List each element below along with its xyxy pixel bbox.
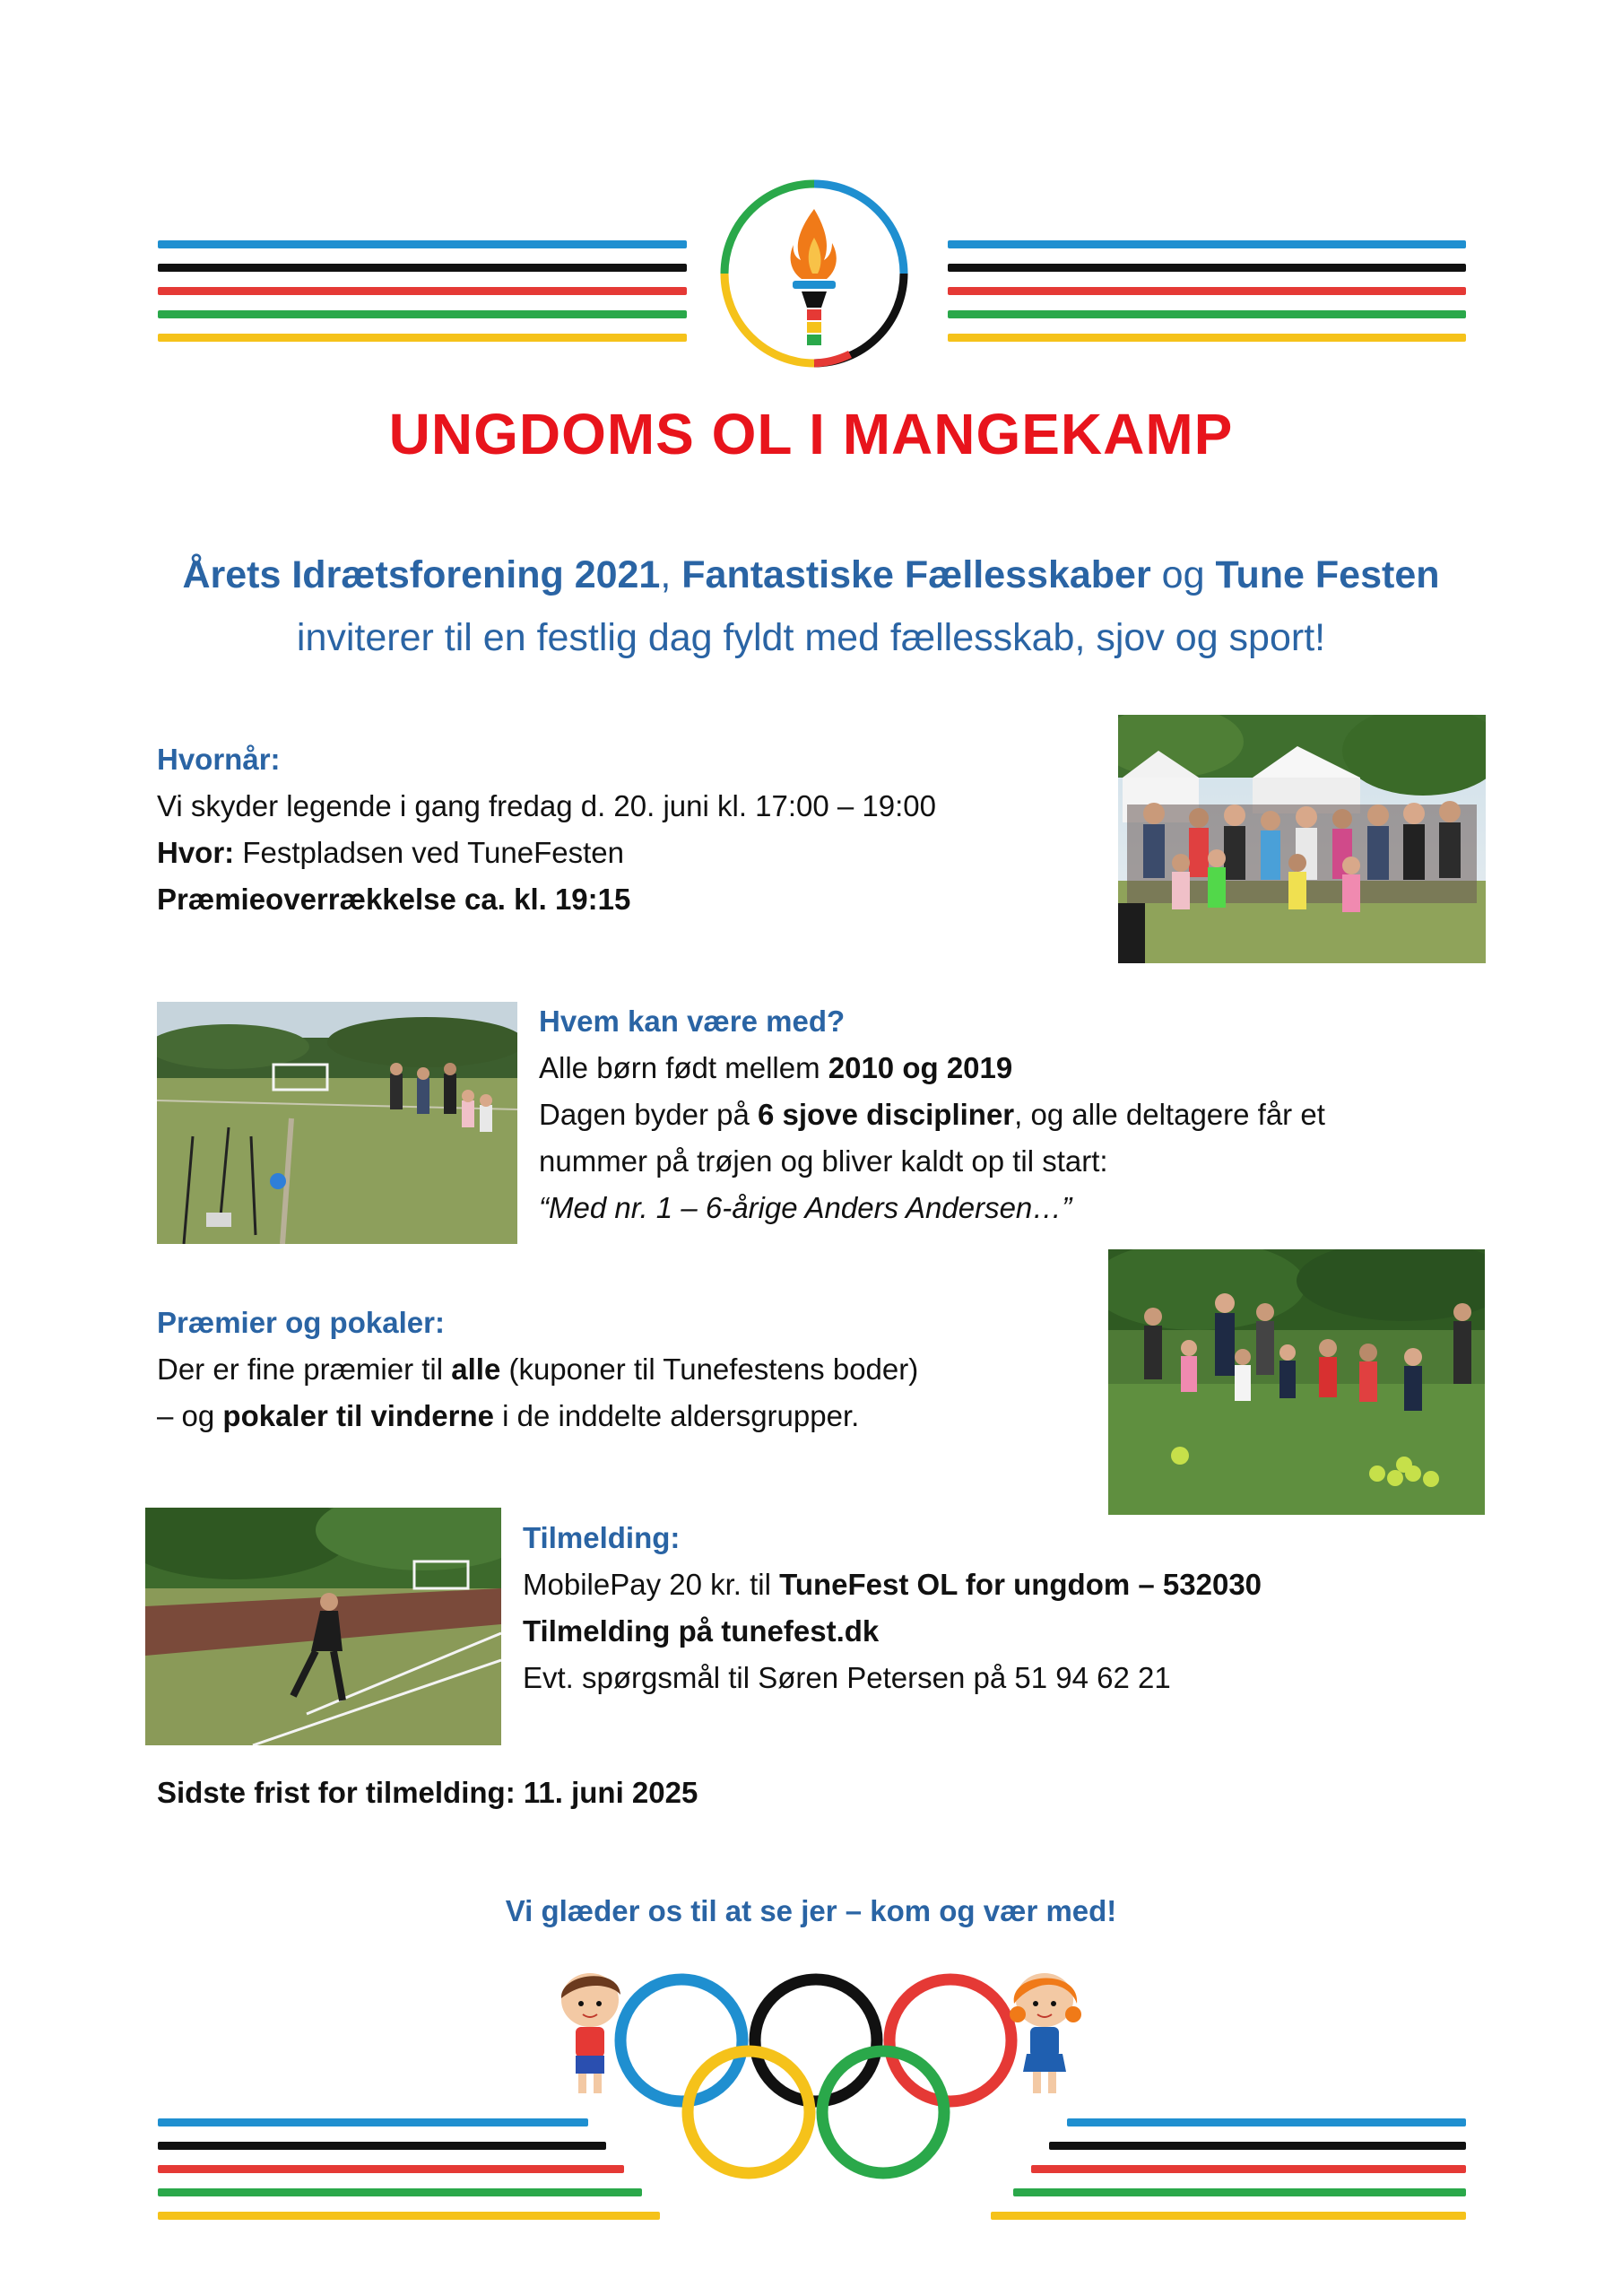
kids-race-photo bbox=[1108, 1249, 1485, 1515]
prizes-l1-all: alle bbox=[451, 1352, 501, 1386]
torch-logo-icon bbox=[716, 175, 913, 372]
signup-line-2: Tilmelding på tunefest.dk bbox=[523, 1614, 880, 1648]
who-l2-text: Dagen byder på bbox=[539, 1098, 759, 1131]
closing-text: Vi glæder os til at se jer – kom og vær med! bbox=[505, 1894, 1117, 1927]
who-line-2 bbox=[539, 1098, 1325, 1132]
group-photo bbox=[1118, 715, 1486, 963]
intro-sep-1: , bbox=[660, 553, 682, 596]
deadline: Sidste frist for tilmelding: 11. juni 2025 bbox=[157, 1776, 698, 1809]
olympic-rings-icon bbox=[601, 1969, 1031, 2193]
who-l1-text: Alle børn født mellem bbox=[539, 1051, 828, 1084]
prizes-l1-text: Der er fine præmier til bbox=[157, 1352, 452, 1386]
who-line-4: “Med nr. 1 – 6-årige Anders Andersen…” bbox=[539, 1191, 1072, 1224]
signup-line-1 bbox=[523, 1568, 1262, 1602]
who-line-1 bbox=[539, 1051, 1012, 1085]
intro-org-3: Tune Festen bbox=[1215, 553, 1440, 596]
prizes-l2-rest: i de inddelte aldersgrupper. bbox=[494, 1399, 860, 1432]
who-l1-years: 2010 og 2019 bbox=[828, 1051, 1013, 1084]
prizes-line-2 bbox=[157, 1399, 859, 1433]
girl-cartoon-icon bbox=[1000, 1964, 1089, 2099]
prizes-l1-rest: (kuponer til Tunefestens boder) bbox=[500, 1352, 919, 1386]
where-value: Festpladsen ved TuneFesten bbox=[234, 836, 624, 869]
field-photo bbox=[157, 1002, 517, 1244]
where-label: Hvor: bbox=[157, 836, 235, 869]
where-line bbox=[157, 836, 624, 870]
prizes-l2-text: – og bbox=[157, 1399, 223, 1432]
sprint-photo bbox=[145, 1508, 501, 1745]
intro-org-1: Årets Idrætsforening 2021 bbox=[182, 553, 661, 596]
signup-line-3: Evt. spørgsmål til Søren Petersen på 51 94 62 21 bbox=[523, 1661, 1171, 1694]
intro-sep-2: og bbox=[1150, 553, 1216, 596]
prizes-heading: Præmier og pokaler: bbox=[157, 1306, 445, 1339]
who-heading: Hvem kan være med? bbox=[539, 1004, 846, 1038]
when-heading: Hvornår: bbox=[157, 743, 281, 776]
who-l2-disciplines: 6 sjove discipliner bbox=[758, 1098, 1015, 1131]
prizes-l2-trophies: pokaler til vinderne bbox=[222, 1399, 494, 1432]
boy-cartoon-icon bbox=[547, 1964, 637, 2099]
intro-org-2: Fantastiske Fællesskaber bbox=[681, 553, 1151, 596]
signup-l1-account: TuneFest OL for ungdom – 532030 bbox=[779, 1568, 1262, 1601]
signup-heading: Tilmelding: bbox=[523, 1521, 681, 1554]
award-line: Præmieoverrækkelse ca. kl. 19:15 bbox=[157, 883, 631, 916]
prizes-line-1 bbox=[157, 1352, 918, 1387]
signup-l1-text: MobilePay 20 kr. til bbox=[523, 1568, 780, 1601]
intro-rest: inviterer til en festlig dag fyldt med fællesskab, sjov og sport! bbox=[296, 616, 1326, 659]
who-line-3: nummer på trøjen og bliver kaldt op til start: bbox=[539, 1144, 1108, 1178]
who-l2-rest: , og alle deltagere får et bbox=[1014, 1098, 1325, 1131]
page-title: UNGDOMS OL I MANGEKAMP bbox=[388, 402, 1234, 466]
intro-text bbox=[134, 544, 1488, 669]
when-line: Vi skyder legende i gang fredag d. 20. juni kl. 17:00 – 19:00 bbox=[157, 789, 937, 822]
